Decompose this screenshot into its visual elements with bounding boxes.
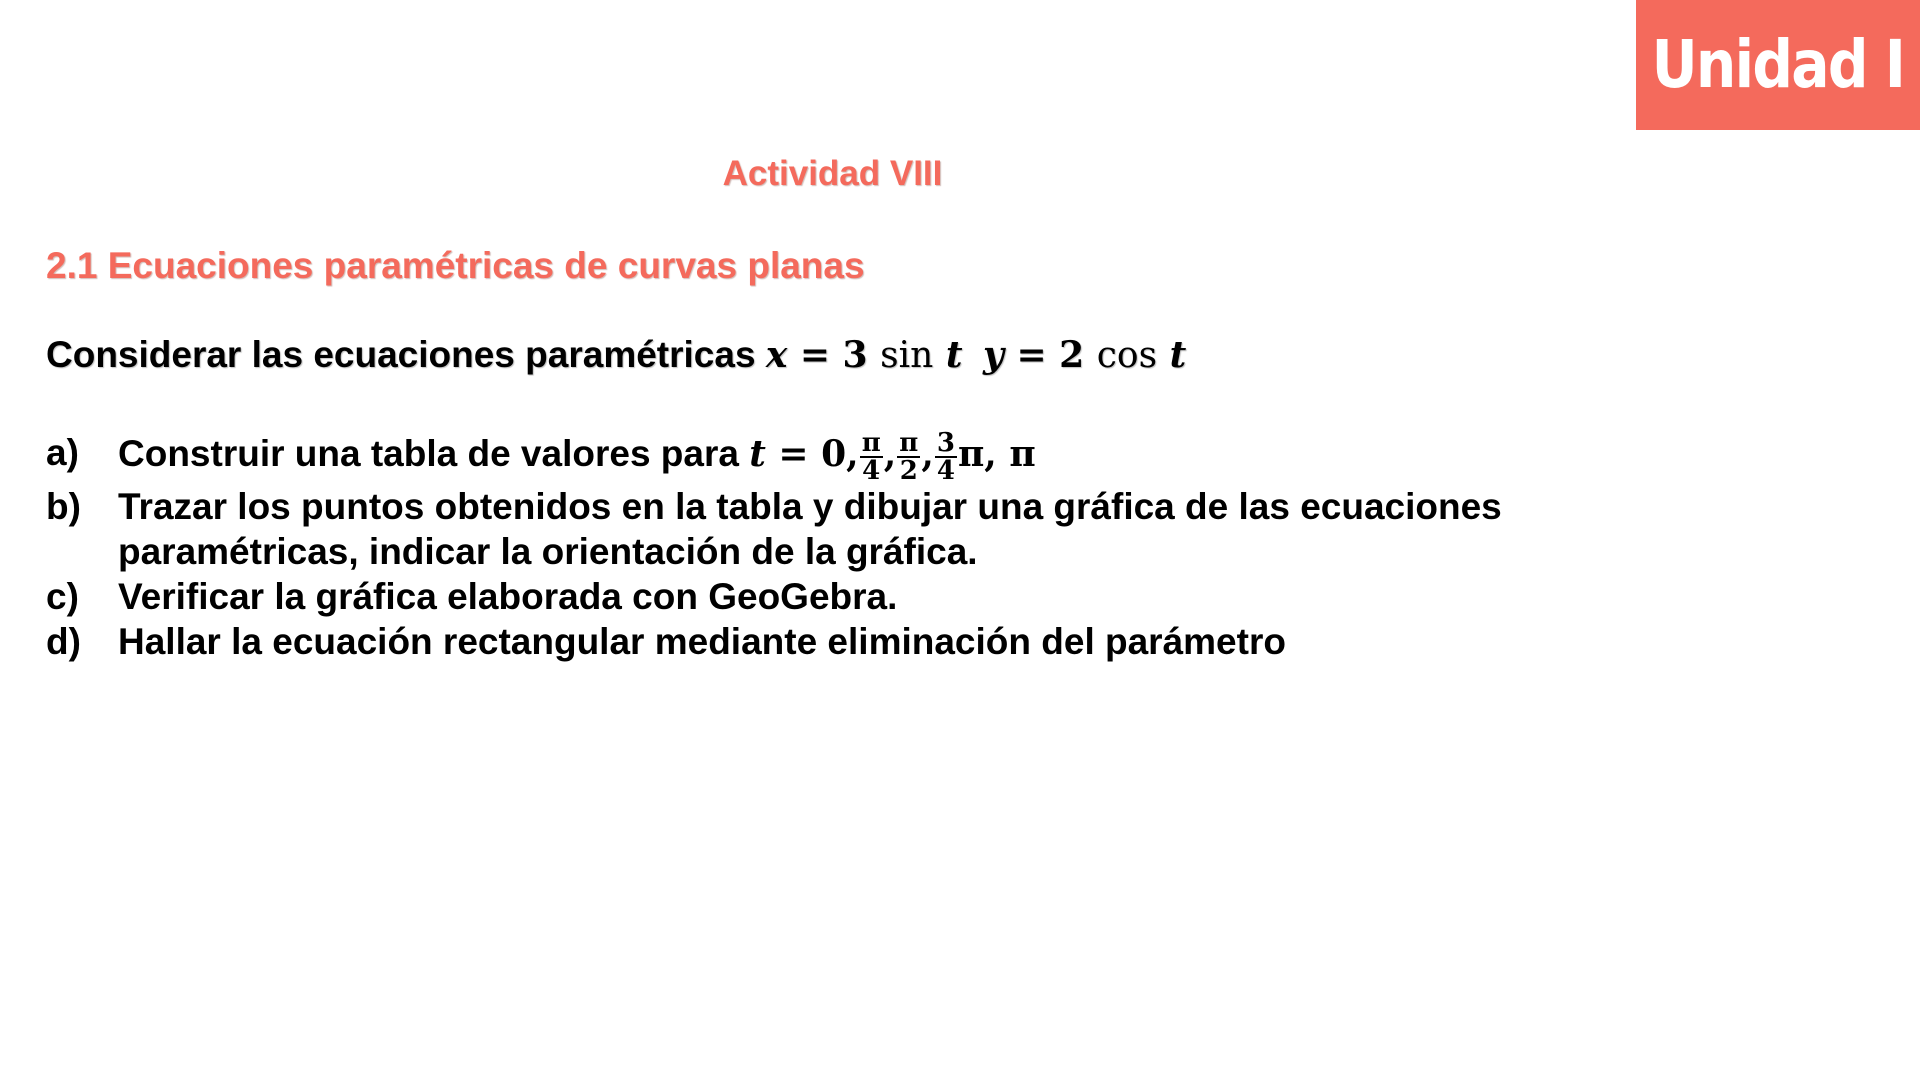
intro-statement bbox=[46, 334, 1186, 376]
intro-text: Considerar las ecuaciones paramétricas bbox=[46, 334, 766, 375]
equation-y bbox=[983, 334, 1186, 376]
eq-x-equals: = 3 bbox=[787, 334, 881, 376]
task-letter: a) bbox=[46, 432, 79, 473]
fraction-pi-over-2 bbox=[897, 430, 920, 484]
eq-x-arg: t bbox=[945, 334, 963, 376]
activity-title: Actividad VIII bbox=[722, 154, 943, 193]
t-sep: , bbox=[883, 433, 897, 475]
task-item-d bbox=[46, 619, 1546, 664]
equation-x bbox=[766, 334, 963, 376]
t-tail: π, π bbox=[957, 433, 1036, 475]
section-title: 2.1 Ecuaciones paramétricas de curvas planas bbox=[46, 245, 865, 286]
t-values-expression bbox=[749, 428, 1036, 486]
t-equals: = 0, bbox=[765, 433, 859, 475]
task-letter: b) bbox=[46, 486, 81, 527]
fraction-numerator: π bbox=[899, 428, 919, 458]
t-sep: , bbox=[921, 433, 934, 475]
task-item-b bbox=[46, 484, 1546, 574]
unit-badge-label: Unidad I bbox=[1651, 25, 1905, 103]
fraction-numerator: 3 bbox=[936, 428, 955, 458]
eq-y-equals: = 2 bbox=[1003, 334, 1097, 376]
task-letter: c) bbox=[46, 576, 79, 617]
task-item-a bbox=[46, 430, 1546, 484]
task-letter: d) bbox=[46, 621, 81, 662]
eq-x-fn: sin bbox=[880, 335, 934, 376]
eq-y-arg: t bbox=[1169, 334, 1187, 376]
task-text: Hallar la ecuación rectangular mediante eliminación del parámetro bbox=[118, 621, 1286, 662]
task-text: Trazar los puntos obtenidos en la tabla y dibujar una gráfica de las ecuaciones paramétricas, indicar la orientación de la gráfica. bbox=[118, 486, 1502, 572]
task-list bbox=[46, 430, 1546, 664]
task-item-c bbox=[46, 574, 1546, 619]
fraction-numerator: π bbox=[861, 428, 881, 458]
eq-y-fn: cos bbox=[1096, 335, 1158, 376]
fraction-3-over-4 bbox=[935, 430, 957, 484]
t-var: t bbox=[749, 433, 766, 475]
fraction-denominator: 4 bbox=[862, 456, 881, 486]
eq-y-var: y bbox=[983, 334, 1004, 376]
unit-badge bbox=[1636, 0, 1920, 130]
fraction-denominator: 4 bbox=[936, 456, 955, 486]
task-text: Verificar la gráfica elaborada con GeoGebra. bbox=[118, 576, 898, 617]
fraction-pi-over-4 bbox=[860, 430, 883, 484]
fraction-denominator: 2 bbox=[899, 456, 918, 486]
task-text: Construir una tabla de valores para bbox=[118, 433, 750, 474]
eq-x-var: x bbox=[765, 334, 788, 376]
task-body bbox=[118, 430, 1546, 484]
